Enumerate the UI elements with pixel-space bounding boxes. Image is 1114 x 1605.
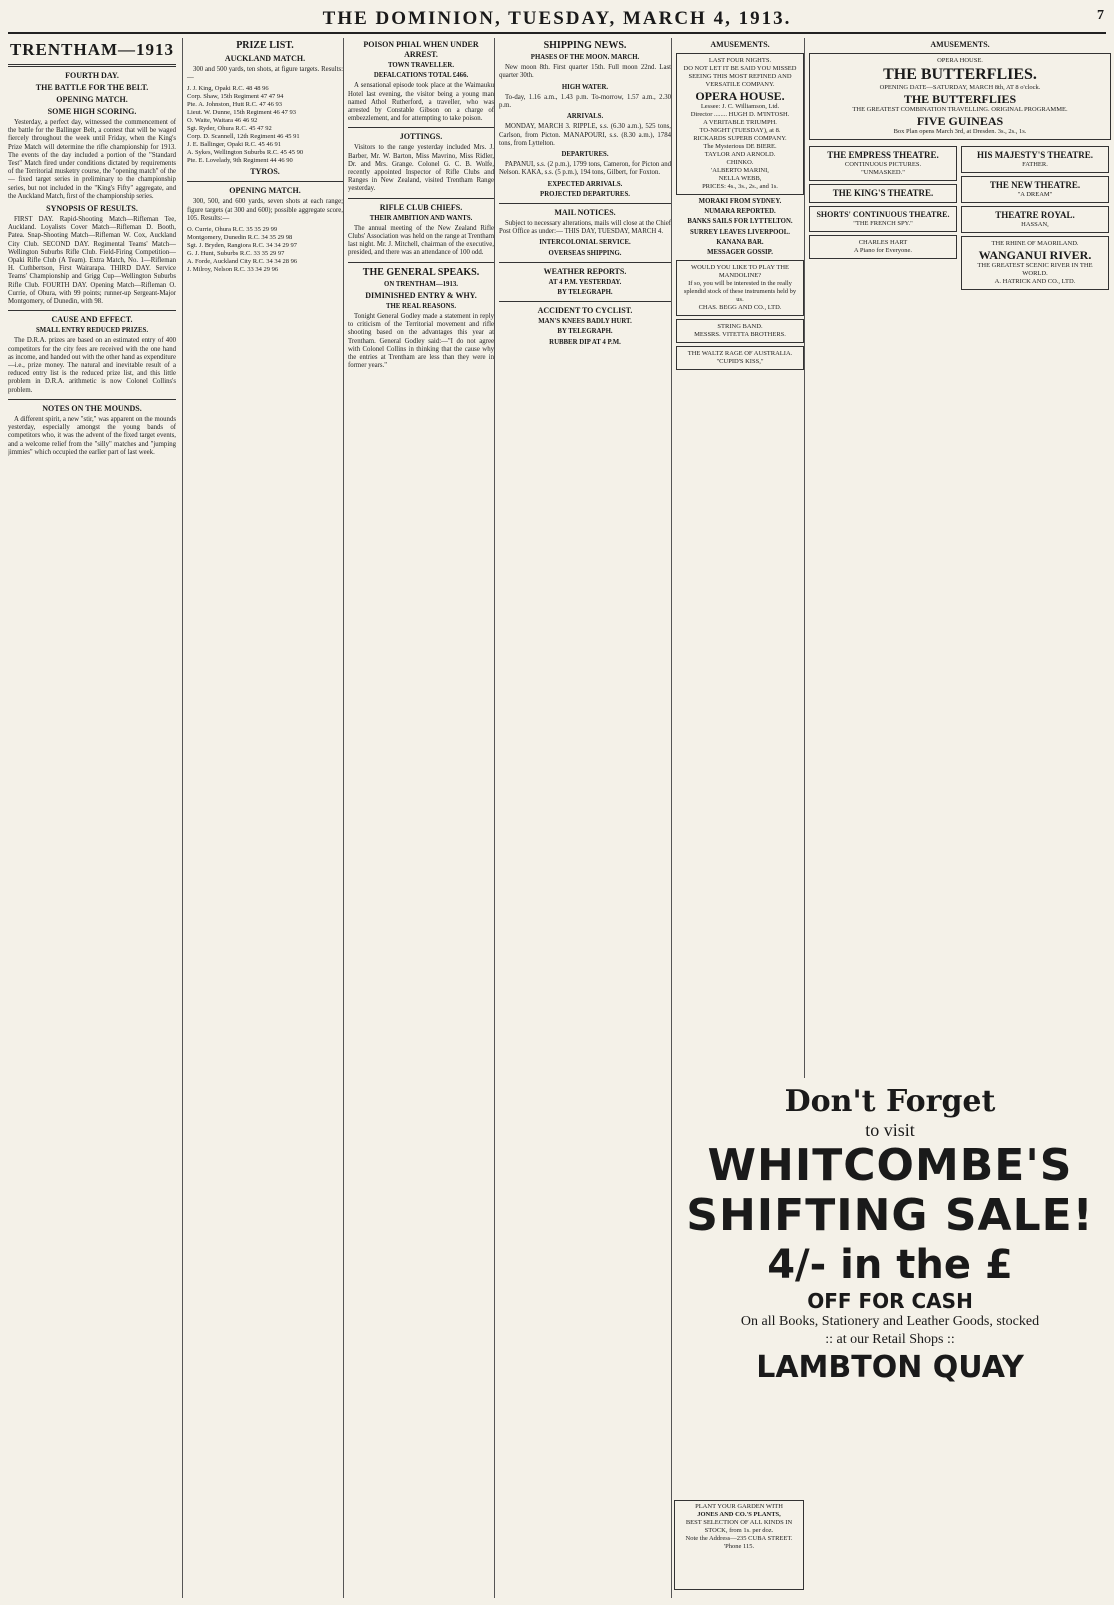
whitcombe-line-6: OFF FOR CASH [807, 1289, 973, 1313]
royal-ad [961, 206, 1109, 233]
chiefs-heading: RIFLE CLUB CHIEFS. [379, 202, 463, 212]
general-subheading-2: DIMINISHED ENTRY & WHY. [365, 290, 477, 300]
amusements-heading: AMUSEMENTS. [710, 40, 770, 49]
opening-match-heading: OPENING MATCH. [229, 186, 301, 196]
new-theatre-title: THE NEW THEATRE. [989, 180, 1081, 190]
intercolonial-heading: INTERCOLONIAL SERVICE. [539, 239, 631, 247]
auckland-match-heading: AUCKLAND MATCH. [224, 54, 306, 63]
tonight-text: TO-NIGHT (TUESDAY), at 8. [699, 127, 781, 134]
royal-title: THEATRE ROYAL. [995, 210, 1075, 220]
scenic-text: THE GREATEST SCENIC RIVER IN THE WORLD. [977, 262, 1093, 277]
whitcombe-line-7: On all Books, Stationery and Leather Goods, stocked [740, 1314, 1040, 1329]
accident-heading: ACCIDENT TO CYCLIST. [537, 306, 633, 316]
box-plan: Box Plan opens March 3rd, at Dresden. 3s., 2s., 1s. [893, 128, 1027, 135]
dream-text: "A DREAM" [1017, 191, 1053, 198]
opera-house-title: OPERA HOUSE. [695, 89, 785, 103]
accident-subheading: MAN'S KNEES BADLY HURT. [538, 318, 632, 326]
butterflies-title-2: THE BUTTERFLIES [903, 92, 1017, 106]
garden-ad [674, 1500, 804, 1590]
pianola-ad [809, 235, 957, 259]
result-row: Lieut. W. Dunne, 15th Regiment 46 47 93 [187, 109, 297, 117]
whitcombe-line-4: SHIFTING SALE! [686, 1190, 1094, 1241]
whitcombe-ad [674, 1085, 1106, 1395]
poison-body: A sensational episode took place at the Waimauku Hotel last evening, the visitor being a young man named Athol Rutherford, a traveller, who was arrested by Constable Gibson on a charge of embezzlement, and for attempting to take poison. [348, 82, 494, 123]
empress-title: THE EMPRESS THEATRE. [827, 150, 939, 160]
column-amusements-2 [804, 38, 1111, 1078]
cause-heading: CAUSE AND EFFECT. [51, 315, 133, 325]
result-row: G. J. Hunt, Suburbs R.C. 33 35 29 97 [187, 250, 285, 258]
auckland-match-note: 300 and 500 yards, ten shots, at figure targets. Results:— [187, 66, 343, 82]
garden-line-4: Note the Address—235 CUBA STREET. 'Phone 115. [685, 1535, 793, 1550]
marini-text: 'ALBERTO MARINI, [711, 167, 769, 174]
page-number: 7 [1097, 8, 1104, 23]
weather-heading: WEATHER REPORTS. [543, 266, 627, 276]
result-row: A. Sykes, Wellington Suburbs R.C. 45 45 90 [187, 149, 304, 157]
triumph-text: A VERITABLE TRIUMPH. [703, 119, 777, 126]
general-body: Tonight General Godley made a statement in reply to criticism of the Territorial movement and rifle shooting based on the advantages this year at Trentham. General Godley said:—"I do not agree with Colonel Collins in thinking that the cause why the entries at Trentham are less than they were in former years." [348, 313, 494, 370]
numara-heading: NUMARA REPORTED. [704, 208, 776, 216]
majestys-title: HIS MAJESTY'S THEATRE. [977, 150, 1093, 160]
auckland-results [187, 85, 343, 165]
butterflies-ad [809, 53, 1111, 140]
poison-subheading-2: DEFALCATIONS TOTAL £466. [373, 72, 469, 80]
taylor-text: TAYLOR AND ARNOLD. [704, 151, 776, 158]
arrivals-body: MONDAY, MARCH 3. RIPPLE, s.s. (6.30 a.m.), 525 tons, Carlson, from Picton. MANAPOURI, s.s. (8.30 a.m.), 1784 tons, from Lyttelton. [499, 123, 671, 147]
result-row: Sgt. Ryder, Ohura R.C. 45 47 92 [187, 125, 272, 133]
departures-heading: DEPARTURES. [561, 151, 609, 159]
prices-text: PRICES: 4s., 3s., 2s., and 1s. [702, 183, 778, 190]
garden-line-2: JONES AND CO.'S PLANTS, [697, 1511, 781, 1518]
rubber-heading: RUBBER DIP AT 4 P.M. [549, 338, 621, 346]
result-row: O. Currie, Ohura R.C. 35 35 29 99 [187, 226, 278, 234]
moraki-heading: MORAKI FROM SYDNEY. [698, 198, 782, 205]
water-body: To-day, 1.16 a.m., 1.43 p.m. To-morrow, 1.57 a.m., 2.30 p.m. [499, 93, 671, 110]
notes-body: A different spirit, a new "stir," was apparent on the mounds yesterday, especially amongst the young bands of competitors who, it was the advent of the fixed target events, and a welcome relief from the "silly" matches and "jumping jimmies" which occupied the earlier part of last week. [8, 415, 176, 456]
result-row: Corp. D. Scannell, 12th Regiment 46 45 91 [187, 133, 300, 141]
prize-list-heading: PRIZE LIST. [236, 40, 294, 51]
arrivals-heading: ARRIVALS. [566, 113, 604, 121]
weather-subheading: AT 4 P.M. YESTERDAY. [548, 278, 622, 286]
masthead-title: THE DOMINION, TUESDAY, MARCH 4, 1913. [322, 8, 792, 29]
column-shipping [494, 38, 671, 1598]
french-spy: "THE FRENCH SPY." [853, 220, 913, 227]
departures-body: PAPANUI, s.s. (2 p.m.), 1799 tons, Cameron, for Picton and Nelson. KAKA, s.s. (5 p.m.), 194 tons, Gilbert, for Foxton. [499, 161, 671, 177]
new-theatre-ad [961, 176, 1109, 203]
last-four-nights: LAST FOUR NIGHTS. [708, 57, 772, 64]
string-band-ad [676, 319, 804, 343]
hassan-text: HASSAN, [1021, 221, 1049, 228]
general-subheading-3: THE REAL REASONS. [385, 302, 457, 310]
nella-text: NELLA WEBB, [718, 175, 762, 182]
father-text: FATHER. [1022, 161, 1048, 168]
mail-heading: MAIL NOTICES. [554, 208, 616, 218]
whitcombe-line-8: :: at our Retail Shops :: [825, 1332, 955, 1347]
result-row: J. Milroy, Nelson R.C. 33 34 29 96 [187, 266, 279, 274]
rhine-text: THE RHINE OF MAORILAND. [991, 240, 1079, 247]
general-subheading: ON TRENTHAM—1913. [384, 280, 458, 288]
amusements-heading-2: AMUSEMENTS. [930, 40, 990, 49]
result-row: Pte. E. Lovelady, 9th Regiment 44 46 90 [187, 157, 293, 165]
rickards-text: RICKARDS SUPERB COMPANY. [693, 135, 787, 142]
marine-heading: BY TELEGRAPH. [557, 328, 613, 336]
vitetta-text: MESSRS. VITETTA BROTHERS. [694, 331, 786, 339]
pianola-text: A Piano for Everyone. [853, 247, 913, 254]
chinko-text: CHINKO. [726, 159, 754, 166]
synopsis-body: FIRST DAY. Rapid-Shooting Match—Rifleman Tee, Auckland. Loyalists Cover Match—Rifleman D. Booth, Patea. Snap-Shooting Match—Rifleman W. Cox, Auckland City Club. SECOND DAY. Regimental Teams' Match—Wellington Suburbs Rifle Club. Field-Firing Competition—Opaki Rifle Club (A Team). Extra Match, No. 1—Rifleman H. Cuthbertson, First Wairarapa. THIRD DAY. Service Teams' Championship and Grigg Cup—Wellington Suburbs Rifle Club. FOURTH DAY. Opening Match—Rifleman O. Currie, of Ohura, with 99 points; runner-up Sergeant-Major Montgomery, of Dunedin, with 98. [8, 216, 176, 306]
water-heading: HIGH WATER. [561, 83, 609, 91]
chaplin-text: CHARLES HART [858, 239, 908, 246]
opening-match-note: 300, 500, and 600 yards, seven shots at each range; figure targets (at 300 and 600); possible aggregate score, 105. Results:— [187, 198, 343, 222]
result-row: Montgomery, Dunedin R.C. 34 35 29 98 [187, 234, 293, 242]
director-text: Director ........ HUGH D. M'INTOSH. [690, 111, 790, 118]
subhead-opening: OPENING MATCH. [56, 95, 128, 104]
result-row: J. E. Ballinger, Opaki R.C. 45 46 91 [187, 141, 281, 149]
whitcombe-line-5: 4/- in the £ [767, 1242, 1013, 1288]
column-prize-list [182, 38, 343, 1598]
garden-line-1: PLANT YOUR GARDEN WITH [695, 1503, 783, 1510]
five-guineas: FIVE GUINEAS [916, 114, 1004, 128]
projected-heading: PROJECTED DEPARTURES. [540, 190, 630, 198]
result-row: Corp. Shaw, 15th Regiment 47 47 94 [187, 93, 284, 101]
garden-line-3: BEST SELECTION OF ALL KINDS IN STOCK, from 1s. per doz. [685, 1519, 793, 1534]
waltz-heading: THE WALTZ RAGE OF AUSTRALIA. [687, 350, 793, 358]
whitcombe-line-3: WHITCOMBE'S [707, 1140, 1073, 1191]
de-biere-text: The Mysterious DE BIERE. [703, 143, 777, 150]
moon-heading: PHASES OF THE MOON. MARCH. [530, 54, 640, 61]
cause-body: The D.R.A. prizes are based on an estimated entry of 400 competitors for the city fees are received with the one hand as income, and handed out with the other hand as expenditure—i.e., prize money. The natural and inevitable result of a reduced entry list is the reduced prize list, and this little problem in D.R.A. arithmetic is now Colonel Collins's problem. [8, 337, 176, 394]
jottings-heading: JOTTINGS. [399, 132, 443, 142]
unmasked-text: "UNMASKED." [861, 169, 905, 176]
shorts-title: SHORTS' CONTINUOUS THEATRE. [816, 210, 950, 219]
kings-title: THE KING'S THEATRE. [832, 188, 934, 198]
article-body: Yesterday, a perfect day, witnessed the commencement of the battle for the Ballinger Belt, a contest that will be waged fiercely throughout the week until Friday, when the King's Prize Match will determine the rifle championship for 1913. The events of the day included a portion of the "Standard Test" Match fired under conditions dictated by requirements of the Territorial musketry course, the "opening match" of the — fixed target series in preliminary to the championship series, but not included in the "King's Fifty" aggregate, and the Auckland Match, first of the championship series. [8, 119, 176, 200]
subhead-battle: THE BATTLE FOR THE BELT. [35, 83, 149, 92]
synopsis-heading: SYNOPSIS OF RESULTS. [46, 204, 138, 214]
chas-begg: CHAS. BEGG AND CO., LTD. [698, 304, 782, 312]
headline-trentham: TRENTHAM—1913 [9, 40, 175, 59]
tyros-heading: TYROS. [250, 167, 280, 177]
opening-results [187, 226, 343, 274]
mandoline-heading: WOULD YOU LIKE TO PLAY THE MANDOLINE? [690, 264, 790, 280]
opera-house-label: OPERA HOUSE. [937, 57, 983, 64]
butterflies-title: THE BUTTERFLIES. [883, 66, 1037, 83]
shorts-ad [809, 206, 957, 232]
continuous-pictures: CONTINUOUS PICTURES. [844, 161, 922, 168]
greatest-combination: THE GREATEST COMBINATION TRAVELLING. ORIGINAL PROGRAMME. [852, 106, 1068, 113]
shipping-heading: SHIPPING NEWS. [543, 40, 627, 51]
string-band-heading: STRING BAND. [717, 323, 763, 331]
kanana-heading: KANANA BAR. [716, 238, 764, 246]
expected-heading: EXPECTED ARRIVALS. [547, 180, 623, 188]
overseas-heading: OVERSEAS SHIPPING. [548, 249, 622, 257]
general-heading: THE GENERAL SPEAKS. [362, 266, 480, 278]
subhead-high-scoring: SOME HIGH SCORING. [47, 107, 137, 116]
chiefs-body: The annual meeting of the New Zealand Rifle Clubs' Association was held on the range at Trentham last night. Mr. J. Mitchell, chairman of the executive, presided, and there was an attendance of 100 odd. [348, 224, 494, 257]
poison-heading: POISON PHIAL WHEN UNDER ARREST. [363, 40, 479, 59]
hatrick-text: A. HATRICK AND CO., LTD. [994, 278, 1076, 285]
subhead-fourth-day: FOURTH DAY. [65, 71, 119, 80]
result-row: A. Forde, Auckland City R.C. 34 34 28 96 [187, 258, 298, 266]
cause-subheading: SMALL ENTRY REDUCED PRIZES. [35, 327, 149, 335]
column-news [343, 38, 494, 1598]
majestys-ad [961, 146, 1109, 173]
result-row: J. J. King, Opaki R.C. 48 48 96 [187, 85, 269, 93]
waltz-ad [676, 346, 804, 370]
missing-text: DO NOT LET IT BE SAID YOU MISSED SEEING THIS MOST REFINED AND VERSATILE COMPANY. [683, 65, 797, 88]
mandoline-ad [676, 260, 804, 316]
whitcombe-line-2: to visit [865, 1120, 915, 1140]
jottings-body: Visitors to the range yesterday included Mrs. J. Barber, Mr. W. Barton, Miss Mavrino, Miss Ridler, Dr. and Mrs. Grange. Colonel G. C. B. Wolfe, recently appointed Inspector of Rifle Clubs and Ranges in New Zealand, visited Trentham Range yesterday. [348, 144, 494, 193]
opera-house-ad [676, 53, 804, 195]
result-row: Sgt. J. Bryden, Rangiora R.C. 34 34 29 97 [187, 242, 297, 250]
lessee-text: Lessee: J. C. Williamson, Ltd. [700, 103, 780, 110]
masthead [8, 6, 1106, 34]
cupids-kiss: "CUPID'S KISS," [716, 358, 764, 366]
opening-date: OPENING DATE—SATURDAY, MARCH 8th, AT 8 o'clock. [879, 84, 1041, 91]
result-row: O. Waite, Waitara 46 46 92 [187, 117, 258, 125]
chiefs-subheading: THEIR AMBITION AND WANTS. [369, 214, 473, 222]
column-trentham [8, 38, 176, 1598]
notes-heading: NOTES ON THE MOUNDS. [42, 403, 142, 413]
banks-heading: BANKS SAILS FOR LYTTELTON. [687, 218, 793, 226]
whitcombe-line-9: LAMBTON QUAY [756, 1350, 1024, 1385]
mandoline-body: If so, you will be interested in the really splendid stock of these instruments held by us. [683, 280, 797, 304]
result-row: Pte. A. Johnston, Hutt R.C. 47 46 93 [187, 101, 282, 109]
moon-body: New moon 8th. First quarter 15th. Full moon 22nd. Last quarter 30th. [499, 64, 671, 80]
messager-heading: MESSAGER GOSSIP. [707, 249, 773, 257]
empress-ad [809, 146, 957, 181]
wanganui-ad [961, 236, 1109, 290]
kings-ad [809, 184, 957, 203]
wanganui-title: WANGANUI RIVER. [978, 248, 1092, 262]
whitcombe-line-1: Don't Forget [784, 1084, 996, 1119]
mail-body: Subject to necessary alterations, mails will close at the Chief Post Office as under:— THIS DAY, TUESDAY, MARCH 4. [499, 220, 671, 236]
telegraph-heading: BY TELEGRAPH. [557, 289, 613, 297]
poison-subheading: TOWN TRAVELLER. [387, 62, 455, 69]
surrey-heading: SURREY LEAVES LIVERPOOL. [690, 228, 790, 236]
